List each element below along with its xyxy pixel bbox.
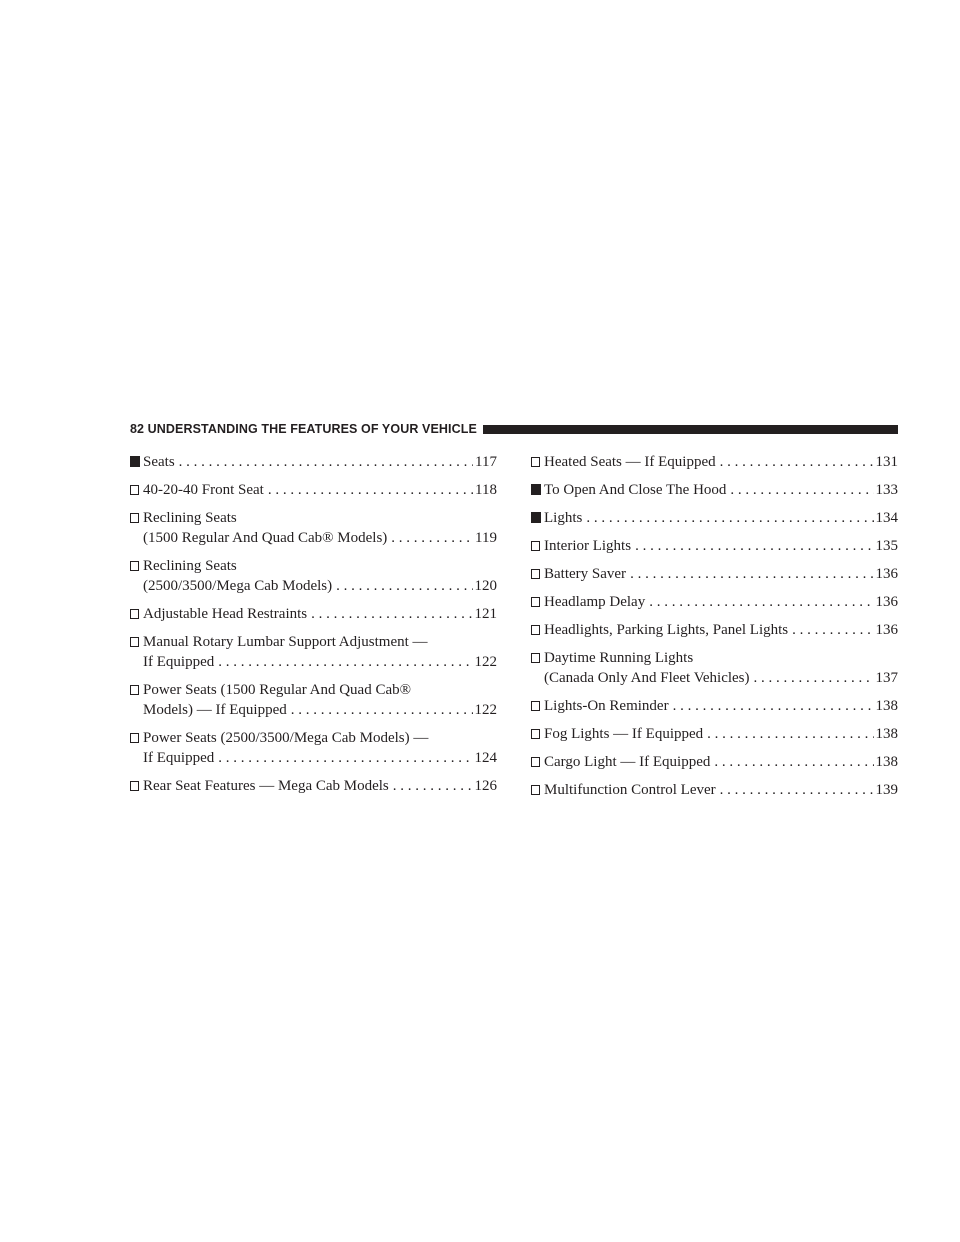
toc-page-number: 121 — [474, 606, 497, 622]
dot-leader — [214, 652, 472, 672]
toc-entry-text: Models) — If Equipped — [143, 702, 287, 718]
toc-entry-text: (Canada Only And Fleet Vehicles) — [544, 670, 750, 686]
toc-subsection-entry[interactable] — [130, 680, 497, 720]
dot-leader — [332, 576, 472, 596]
hollow-square-bullet-icon — [531, 701, 540, 711]
toc-entry-text: Headlights, Parking Lights, Panel Lights — [544, 622, 789, 638]
hollow-square-bullet-icon — [531, 541, 540, 551]
hollow-square-bullet-icon — [130, 685, 139, 695]
toc-entry-text: Headlamp Delay — [544, 594, 646, 610]
toc-entry-text: Adjustable Head Restraints — [143, 606, 308, 622]
dot-leader — [287, 700, 473, 720]
toc-entry-text: Heated Seats — If Equipped — [544, 454, 716, 470]
hollow-square-bullet-icon — [130, 485, 139, 495]
toc-page-number: 118 — [475, 482, 497, 498]
toc-page-number: 136 — [875, 566, 898, 582]
toc-entry-text: Seats — [143, 454, 175, 470]
toc-page-number: 136 — [875, 594, 898, 610]
hollow-square-bullet-icon — [130, 609, 139, 619]
toc-page-number: 126 — [474, 778, 497, 794]
dot-leader — [716, 452, 874, 472]
filled-square-bullet-icon — [531, 512, 541, 523]
filled-square-bullet-icon — [130, 456, 140, 467]
toc-entry-text: Multifunction Control Lever — [544, 782, 716, 798]
toc-page-number: 138 — [875, 726, 898, 742]
hollow-square-bullet-icon — [531, 785, 540, 795]
toc-subsection-entry[interactable] — [531, 592, 898, 612]
dot-leader — [175, 452, 473, 472]
toc-subsection-entry[interactable] — [531, 620, 898, 640]
toc-subsection-entry[interactable] — [531, 648, 898, 688]
toc-section-entry[interactable] — [531, 508, 898, 528]
dot-leader — [626, 564, 873, 584]
toc-subsection-entry[interactable] — [531, 564, 898, 584]
toc-subsection-entry[interactable] — [531, 696, 898, 716]
toc-subsection-entry[interactable] — [130, 604, 497, 624]
dot-leader — [788, 620, 873, 640]
hollow-square-bullet-icon — [531, 597, 540, 607]
toc-entry-text: Lights-On Reminder — [544, 698, 669, 714]
dot-leader — [214, 748, 472, 768]
toc-page-number: 119 — [475, 530, 497, 546]
dot-leader — [710, 752, 873, 772]
toc-subsection-entry[interactable] — [130, 508, 497, 548]
toc-entry-text: Lights — [544, 510, 583, 526]
hollow-square-bullet-icon — [531, 757, 540, 767]
filled-square-bullet-icon — [531, 484, 541, 495]
toc-subsection-entry[interactable] — [531, 452, 898, 472]
dot-leader — [645, 592, 873, 612]
toc-subsection-entry[interactable] — [531, 780, 898, 800]
toc-entry-text: Power Seats (2500/3500/Mega Cab Models) — — [143, 730, 429, 746]
hollow-square-bullet-icon — [130, 637, 139, 647]
hollow-square-bullet-icon — [531, 729, 540, 739]
toc-entry-text: Reclining Seats — [143, 558, 237, 574]
toc-page-number: 134 — [875, 510, 898, 526]
toc-page-number: 133 — [875, 482, 898, 498]
dot-leader — [631, 536, 873, 556]
toc-entry-text: If Equipped — [143, 750, 215, 766]
toc-subsection-entry[interactable] — [531, 724, 898, 744]
toc-entry-text: (2500/3500/Mega Cab Models) — [143, 578, 333, 594]
toc-entry-text: Power Seats (1500 Regular And Quad Cab® — [143, 682, 412, 698]
toc-entry-text: Reclining Seats — [143, 510, 237, 526]
toc-section-entry[interactable] — [130, 452, 497, 472]
header-rule-bar — [483, 425, 898, 434]
toc-page-number: 136 — [875, 622, 898, 638]
toc-entry-text: (1500 Regular And Quad Cab® Models) — [143, 530, 388, 546]
page-header — [130, 422, 898, 436]
toc-subsection-entry[interactable] — [130, 776, 497, 796]
toc-page-number: 117 — [475, 454, 497, 470]
dot-leader — [582, 508, 873, 528]
dot-leader — [389, 776, 473, 796]
dot-leader — [716, 780, 874, 800]
toc-page-number: 139 — [875, 782, 898, 798]
dot-leader — [307, 604, 472, 624]
toc-entry-text: Daytime Running Lights — [544, 650, 694, 666]
dot-leader — [726, 480, 873, 500]
hollow-square-bullet-icon — [531, 625, 540, 635]
toc-page-number: 138 — [875, 698, 898, 714]
toc-section-entry[interactable] — [531, 480, 898, 500]
toc-entry-text: Battery Saver — [544, 566, 627, 582]
dot-leader — [387, 528, 473, 548]
dot-leader — [669, 696, 874, 716]
dot-leader — [264, 480, 473, 500]
toc-entry-text: Interior Lights — [544, 538, 632, 554]
hollow-square-bullet-icon — [531, 569, 540, 579]
toc-subsection-entry[interactable] — [130, 632, 497, 672]
hollow-square-bullet-icon — [531, 457, 540, 467]
toc-page-number: 122 — [474, 654, 497, 670]
toc-entry-text: To Open And Close The Hood — [544, 482, 727, 498]
dot-leader — [703, 724, 873, 744]
toc-page-number: 137 — [875, 670, 898, 686]
toc-page-number: 124 — [474, 750, 497, 766]
page-header-text: 82 UNDERSTANDING THE FEATURES OF YOUR VEHICLE — [130, 422, 477, 436]
hollow-square-bullet-icon — [130, 513, 139, 523]
toc-page-number: 120 — [474, 578, 497, 594]
toc-entry-text: Manual Rotary Lumbar Support Adjustment — — [143, 634, 428, 650]
toc-entry-text: 40-20-40 Front Seat — [143, 482, 264, 498]
toc-page-number: 122 — [474, 702, 497, 718]
hollow-square-bullet-icon — [130, 733, 139, 743]
hollow-square-bullet-icon — [531, 653, 540, 663]
toc-page-number: 135 — [875, 538, 898, 554]
toc-page-number: 138 — [875, 754, 898, 770]
hollow-square-bullet-icon — [130, 561, 139, 571]
toc-page-number: 131 — [875, 454, 898, 470]
toc-subsection-entry[interactable] — [130, 556, 497, 596]
toc-right-column — [531, 452, 898, 808]
hollow-square-bullet-icon — [130, 781, 139, 791]
toc-subsection-entry[interactable] — [130, 480, 497, 500]
toc-subsection-entry[interactable] — [130, 728, 497, 768]
dot-leader — [750, 668, 874, 688]
toc-subsection-entry[interactable] — [531, 536, 898, 556]
toc-entry-text: Rear Seat Features — Mega Cab Models — [143, 778, 389, 794]
toc-left-column — [130, 452, 497, 804]
toc-entry-text: Fog Lights — If Equipped — [544, 726, 704, 742]
toc-subsection-entry[interactable] — [531, 752, 898, 772]
toc-entry-text: Cargo Light — If Equipped — [544, 754, 711, 770]
toc-entry-text: If Equipped — [143, 654, 215, 670]
